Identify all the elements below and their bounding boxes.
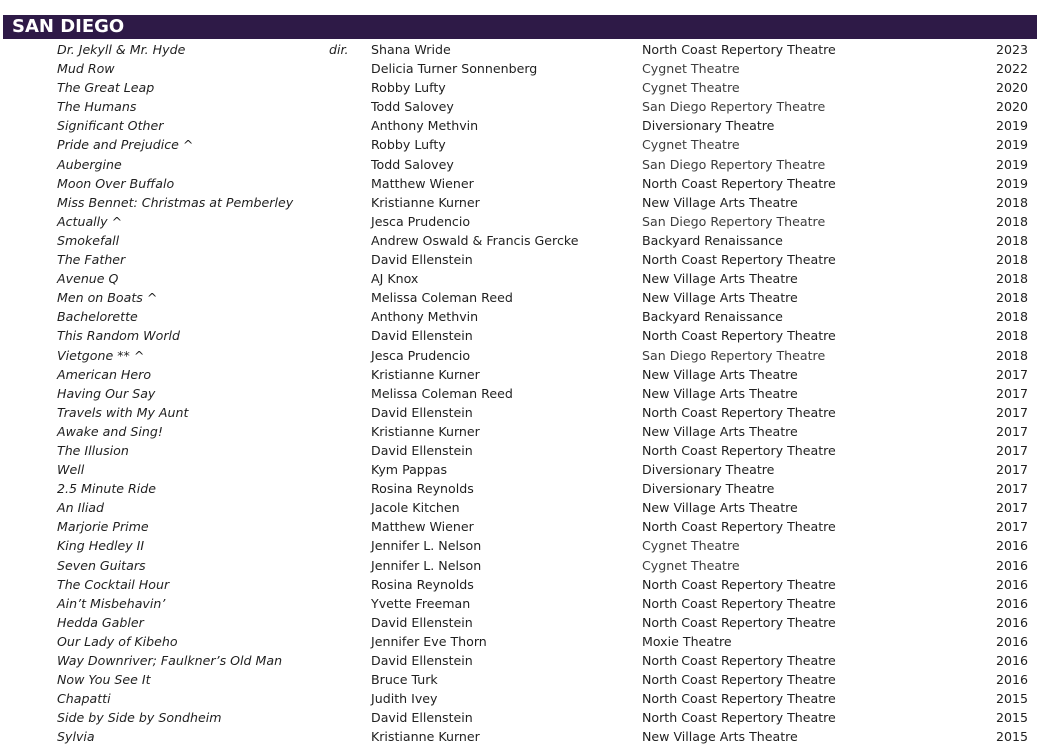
theatre-name: North Coast Repertory Theatre xyxy=(642,175,836,191)
show-title: Awake and Sing! xyxy=(57,423,163,439)
director-name: Matthew Wiener xyxy=(371,519,474,535)
show-title: An Iliad xyxy=(57,500,105,516)
director-name: Todd Salovey xyxy=(371,99,454,115)
theatre-name: North Coast Repertory Theatre xyxy=(642,614,836,630)
credit-row xyxy=(0,288,1040,307)
credit-role: dir. xyxy=(329,42,349,57)
director-name: AJ Knox xyxy=(371,271,419,287)
director-name: Kristianne Kurner xyxy=(371,423,480,439)
production-year: 2017 xyxy=(995,385,1028,401)
show-title: Ain’t Misbehavin’ xyxy=(57,595,166,611)
section-header-san-diego: SAN DIEGO xyxy=(3,15,1037,39)
production-year: 2018 xyxy=(995,328,1028,344)
show-title: The Humans xyxy=(57,99,137,115)
show-title: Side by Side by Sondheim xyxy=(57,710,222,726)
production-year: 2017 xyxy=(995,423,1028,439)
director-name: David Ellenstein xyxy=(371,614,473,630)
credit-row xyxy=(0,632,1040,651)
director-name: Jennifer Eve Thorn xyxy=(371,633,487,649)
credit-row xyxy=(0,193,1040,212)
show-title: American Hero xyxy=(57,366,152,382)
credits-list xyxy=(0,40,1040,746)
theatre-name: Cygnet Theatre xyxy=(642,557,740,573)
show-title: The Cocktail Hour xyxy=(57,576,170,592)
credit-row xyxy=(0,517,1040,536)
director-name: Melissa Coleman Reed xyxy=(371,290,513,306)
credit-row xyxy=(0,59,1040,78)
show-title: King Hedley II xyxy=(57,538,145,554)
theatre-name: Backyard Renaissance xyxy=(642,232,783,248)
credit-row xyxy=(0,384,1040,403)
theatre-name: North Coast Repertory Theatre xyxy=(642,42,836,57)
production-year: 2017 xyxy=(995,462,1028,478)
director-name: Matthew Wiener xyxy=(371,175,474,191)
show-title: The Father xyxy=(57,252,126,268)
theatre-name: North Coast Repertory Theatre xyxy=(642,672,836,688)
director-name: David Ellenstein xyxy=(371,404,473,420)
credit-row xyxy=(0,498,1040,517)
production-year: 2017 xyxy=(995,519,1028,535)
show-title: Hedda Gabler xyxy=(57,614,144,630)
theatre-name: North Coast Repertory Theatre xyxy=(642,519,836,535)
theatre-name: New Village Arts Theatre xyxy=(642,423,798,439)
show-title: The Illusion xyxy=(57,442,129,458)
theatre-name: Diversionary Theatre xyxy=(642,481,775,497)
show-title: Smokefall xyxy=(57,232,120,248)
credit-row xyxy=(0,536,1040,555)
production-year: 2018 xyxy=(995,347,1028,363)
production-year: 2017 xyxy=(995,404,1028,420)
production-year: 2023 xyxy=(995,42,1028,57)
director-name: Rosina Reynolds xyxy=(371,576,474,592)
show-title: This Random World xyxy=(57,328,180,344)
director-name: Robby Lufty xyxy=(371,137,446,153)
theatre-name: Cygnet Theatre xyxy=(642,61,740,77)
credit-row xyxy=(0,479,1040,498)
production-year: 2018 xyxy=(995,194,1028,210)
top-rule xyxy=(0,0,1040,2)
show-title: Our Lady of Kibeho xyxy=(57,633,178,649)
credit-row xyxy=(0,307,1040,326)
show-title: Mud Row xyxy=(57,61,115,77)
theatre-name: North Coast Repertory Theatre xyxy=(642,595,836,611)
director-name: Rosina Reynolds xyxy=(371,481,474,497)
director-name: David Ellenstein xyxy=(371,653,473,668)
production-year: 2019 xyxy=(995,137,1028,153)
theatre-name: New Village Arts Theatre xyxy=(642,729,798,745)
credit-row xyxy=(0,40,1040,59)
theatre-name: North Coast Repertory Theatre xyxy=(642,328,836,344)
theatre-name: Cygnet Theatre xyxy=(642,80,740,96)
theatre-name: North Coast Repertory Theatre xyxy=(642,710,836,726)
production-year: 2017 xyxy=(995,500,1028,516)
theatre-name: Backyard Renaissance xyxy=(642,309,783,325)
credit-row xyxy=(0,422,1040,441)
director-name: Anthony Methvin xyxy=(371,118,479,134)
director-name: Delicia Turner Sonnenberg xyxy=(371,61,538,77)
director-name: Judith Ivey xyxy=(371,691,438,707)
credit-row xyxy=(0,403,1040,422)
show-title: Significant Other xyxy=(57,118,164,134)
production-year: 2019 xyxy=(995,118,1028,134)
credit-row xyxy=(0,269,1040,288)
production-year: 2020 xyxy=(995,99,1028,115)
production-year: 2016 xyxy=(995,557,1028,573)
credit-row xyxy=(0,460,1040,479)
director-name: Jesca Prudencio xyxy=(371,213,471,229)
show-title: Avenue Q xyxy=(57,271,119,287)
theatre-name: Diversionary Theatre xyxy=(642,118,775,134)
theatre-name: North Coast Repertory Theatre xyxy=(642,442,836,458)
production-year: 2015 xyxy=(995,691,1028,707)
production-year: 2016 xyxy=(995,614,1028,630)
credit-row xyxy=(0,365,1040,384)
credit-row xyxy=(0,556,1040,575)
production-year: 2015 xyxy=(995,710,1028,726)
director-name: Melissa Coleman Reed xyxy=(371,385,513,401)
production-year: 2018 xyxy=(995,290,1028,306)
director-name: Kristianne Kurner xyxy=(371,366,480,382)
show-title: Bachelorette xyxy=(57,309,138,325)
credit-row xyxy=(0,326,1040,345)
theatre-name: Moxie Theatre xyxy=(642,633,732,649)
show-title: Now You See It xyxy=(57,672,151,688)
theatre-name: Cygnet Theatre xyxy=(642,538,740,554)
production-year: 2016 xyxy=(995,633,1028,649)
credit-row xyxy=(0,174,1040,193)
production-year: 2016 xyxy=(995,653,1028,668)
theatre-name: San Diego Repertory Theatre xyxy=(642,156,826,172)
theatre-name: North Coast Repertory Theatre xyxy=(642,576,836,592)
theatre-name: North Coast Repertory Theatre xyxy=(642,404,836,420)
theatre-name: Cygnet Theatre xyxy=(642,137,740,153)
credit-row xyxy=(0,212,1040,231)
director-name: Andrew Oswald & Francis Gercke xyxy=(371,232,579,248)
credit-row xyxy=(0,441,1040,460)
credit-row xyxy=(0,708,1040,727)
production-year: 2017 xyxy=(995,366,1028,382)
show-title: Sylvia xyxy=(57,729,95,745)
credit-row xyxy=(0,155,1040,174)
show-title: 2.5 Minute Ride xyxy=(57,481,157,497)
credit-row xyxy=(0,670,1040,689)
theatre-name: New Village Arts Theatre xyxy=(642,385,798,401)
director-name: Jennifer L. Nelson xyxy=(371,538,482,554)
theatre-name: New Village Arts Theatre xyxy=(642,290,798,306)
credit-row xyxy=(0,689,1040,708)
director-name: Jacole Kitchen xyxy=(371,500,460,516)
credit-row xyxy=(0,727,1040,746)
production-year: 2018 xyxy=(995,213,1028,229)
show-title: Pride and Prejudice ^ xyxy=(57,137,194,153)
director-name: Yvette Freeman xyxy=(371,595,471,611)
theatre-name: North Coast Repertory Theatre xyxy=(642,252,836,268)
show-title: Well xyxy=(57,462,85,478)
theatre-name: North Coast Repertory Theatre xyxy=(642,691,836,707)
production-year: 2017 xyxy=(995,442,1028,458)
theatre-name: San Diego Repertory Theatre xyxy=(642,99,826,115)
production-year: 2018 xyxy=(995,232,1028,248)
show-title: Moon Over Buffalo xyxy=(57,175,175,191)
director-name: Anthony Methvin xyxy=(371,309,479,325)
credit-row xyxy=(0,135,1040,154)
credit-row xyxy=(0,231,1040,250)
director-name: Robby Lufty xyxy=(371,80,446,96)
director-name: David Ellenstein xyxy=(371,442,473,458)
show-title: Way Downriver; Faulkner’s Old Man xyxy=(57,653,283,668)
theatre-name: New Village Arts Theatre xyxy=(642,271,798,287)
show-title: Seven Guitars xyxy=(57,557,146,573)
production-year: 2018 xyxy=(995,271,1028,287)
credit-row xyxy=(0,250,1040,269)
show-title: Miss Bennet: Christmas at Pemberley xyxy=(57,194,294,210)
credit-row xyxy=(0,651,1040,670)
credit-row xyxy=(0,346,1040,365)
show-title: Having Our Say xyxy=(57,385,156,401)
production-year: 2016 xyxy=(995,595,1028,611)
production-year: 2018 xyxy=(995,252,1028,268)
director-name: Shana Wride xyxy=(371,42,451,57)
director-name: Jesca Prudencio xyxy=(371,347,471,363)
show-title: Vietgone ** ^ xyxy=(57,347,145,363)
production-year: 2016 xyxy=(995,538,1028,554)
show-title: Actually ^ xyxy=(57,213,123,229)
show-title: Marjorie Prime xyxy=(57,519,149,535)
credit-row xyxy=(0,78,1040,97)
show-title: Men on Boats ^ xyxy=(57,290,158,306)
theatre-name: Diversionary Theatre xyxy=(642,462,775,478)
theatre-name: North Coast Repertory Theatre xyxy=(642,653,836,668)
production-year: 2016 xyxy=(995,576,1028,592)
director-name: Kristianne Kurner xyxy=(371,194,480,210)
credit-row xyxy=(0,575,1040,594)
show-title: Aubergine xyxy=(57,156,122,172)
production-year: 2018 xyxy=(995,309,1028,325)
show-title: Travels with My Aunt xyxy=(57,404,189,420)
director-name: Kym Pappas xyxy=(371,462,448,478)
production-year: 2019 xyxy=(995,175,1028,191)
theatre-name: San Diego Repertory Theatre xyxy=(642,213,826,229)
production-year: 2019 xyxy=(995,156,1028,172)
theatre-name: New Village Arts Theatre xyxy=(642,194,798,210)
director-name: David Ellenstein xyxy=(371,710,473,726)
director-name: Jennifer L. Nelson xyxy=(371,557,482,573)
show-title: The Great Leap xyxy=(57,80,155,96)
production-year: 2016 xyxy=(995,672,1028,688)
show-title: Chapatti xyxy=(57,691,111,707)
theatre-name: New Village Arts Theatre xyxy=(642,500,798,516)
credit-row xyxy=(0,116,1040,135)
director-name: David Ellenstein xyxy=(371,252,473,268)
director-name: David Ellenstein xyxy=(371,328,473,344)
production-year: 2020 xyxy=(995,80,1028,96)
credit-row xyxy=(0,613,1040,632)
credit-row xyxy=(0,594,1040,613)
director-name: Kristianne Kurner xyxy=(371,729,480,745)
credit-row xyxy=(0,97,1040,116)
production-year: 2017 xyxy=(995,481,1028,497)
theatre-name: New Village Arts Theatre xyxy=(642,366,798,382)
director-name: Bruce Turk xyxy=(371,672,438,688)
theatre-name: San Diego Repertory Theatre xyxy=(642,347,826,363)
show-title: Dr. Jekyll & Mr. Hyde xyxy=(57,42,186,57)
production-year: 2022 xyxy=(995,61,1028,77)
production-year: 2015 xyxy=(995,729,1028,745)
director-name: Todd Salovey xyxy=(371,156,454,172)
